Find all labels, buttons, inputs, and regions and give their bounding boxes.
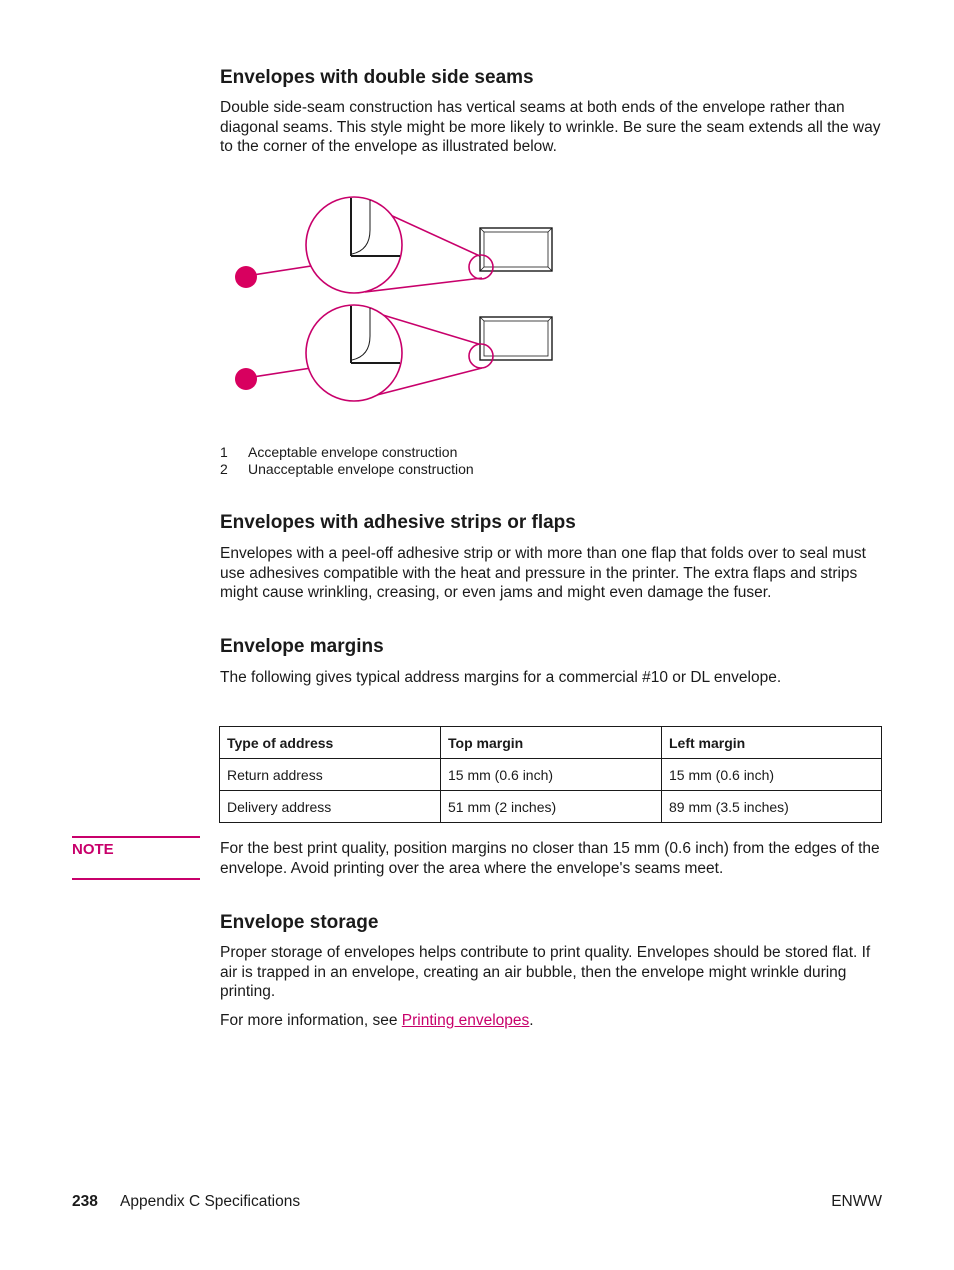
table-cell: Return address	[220, 759, 441, 791]
callout-item	[220, 461, 474, 478]
callout-text: Acceptable envelope construction	[248, 444, 458, 460]
unacceptable-envelope-figure	[235, 305, 552, 401]
paragraph-adhesive: Envelopes with a peel-off adhesive strip or with more than one flap that folds over to seal must use adhesives compatible with the heat and pressure in the printer. The extra flaps and strips might cause wrinkling, creasing, or even jams and might even damage the fuser.	[220, 545, 866, 601]
table-cell: Delivery address	[220, 791, 441, 823]
note-text: For the best print quality, position margins no closer than 15 mm (0.6 inch) from the edges of the envelope. Avoid printing over the area where the envelope's seams meet.	[220, 840, 880, 877]
callout-text: Unacceptable envelope construction	[248, 461, 474, 477]
paragraph-more-info	[220, 1011, 885, 1031]
note-label: NOTE	[72, 841, 114, 858]
heading-margins: Envelope margins	[220, 636, 384, 657]
callout-number: 2	[220, 461, 228, 477]
paragraph-double-seams: Double side-seam construction has vertical seams at both ends of the envelope rather than diagonal seams. This style might be more likely to wrinkle. Be sure the seam extends all the way to the corner of the envelope as illustrated below.	[220, 99, 881, 155]
heading-storage: Envelope storage	[220, 912, 379, 933]
callout-marker-1	[235, 266, 257, 288]
margins-table	[219, 726, 882, 823]
table-cell: 89 mm (3.5 inches)	[662, 791, 882, 823]
footer-right: ENWW	[831, 1193, 882, 1210]
heading-adhesive: Envelopes with adhesive strips or flaps	[220, 512, 576, 533]
more-info-suffix: .	[529, 1012, 534, 1029]
table-row	[220, 791, 882, 823]
note-bottom-rule	[72, 878, 200, 880]
column-header: Left margin	[662, 727, 882, 759]
callout-marker-2	[235, 368, 257, 390]
heading-double-seams: Envelopes with double side seams	[220, 67, 534, 88]
column-header: Type of address	[220, 727, 441, 759]
callout-number: 1	[220, 444, 228, 460]
more-info-prefix: For more information, see	[220, 1012, 402, 1029]
envelope-seam-illustration	[220, 190, 570, 410]
table-cell: 51 mm (2 inches)	[441, 791, 662, 823]
acceptable-envelope-figure	[235, 197, 552, 293]
callout-item	[220, 444, 474, 461]
table-header-row	[220, 727, 882, 759]
footer-section: Appendix C Specifications	[120, 1193, 301, 1210]
column-header: Top margin	[441, 727, 662, 759]
table-cell: 15 mm (0.6 inch)	[662, 759, 882, 791]
footer-page-number: 238	[72, 1193, 98, 1210]
paragraph-storage: Proper storage of envelopes helps contribute to print quality. Envelopes should be stored flat. If air is trapped in an envelope, creating an air bubble, then the envelope might wrinkle during printing.	[220, 944, 871, 1000]
table-row	[220, 759, 882, 791]
callout-legend	[220, 444, 474, 478]
paragraph-margins: The following gives typical address margins for a commercial #10 or DL envelope.	[220, 669, 782, 686]
note-top-rule	[72, 836, 200, 838]
table-cell: 15 mm (0.6 inch)	[441, 759, 662, 791]
printing-envelopes-link[interactable]: Printing envelopes	[401, 1012, 530, 1029]
